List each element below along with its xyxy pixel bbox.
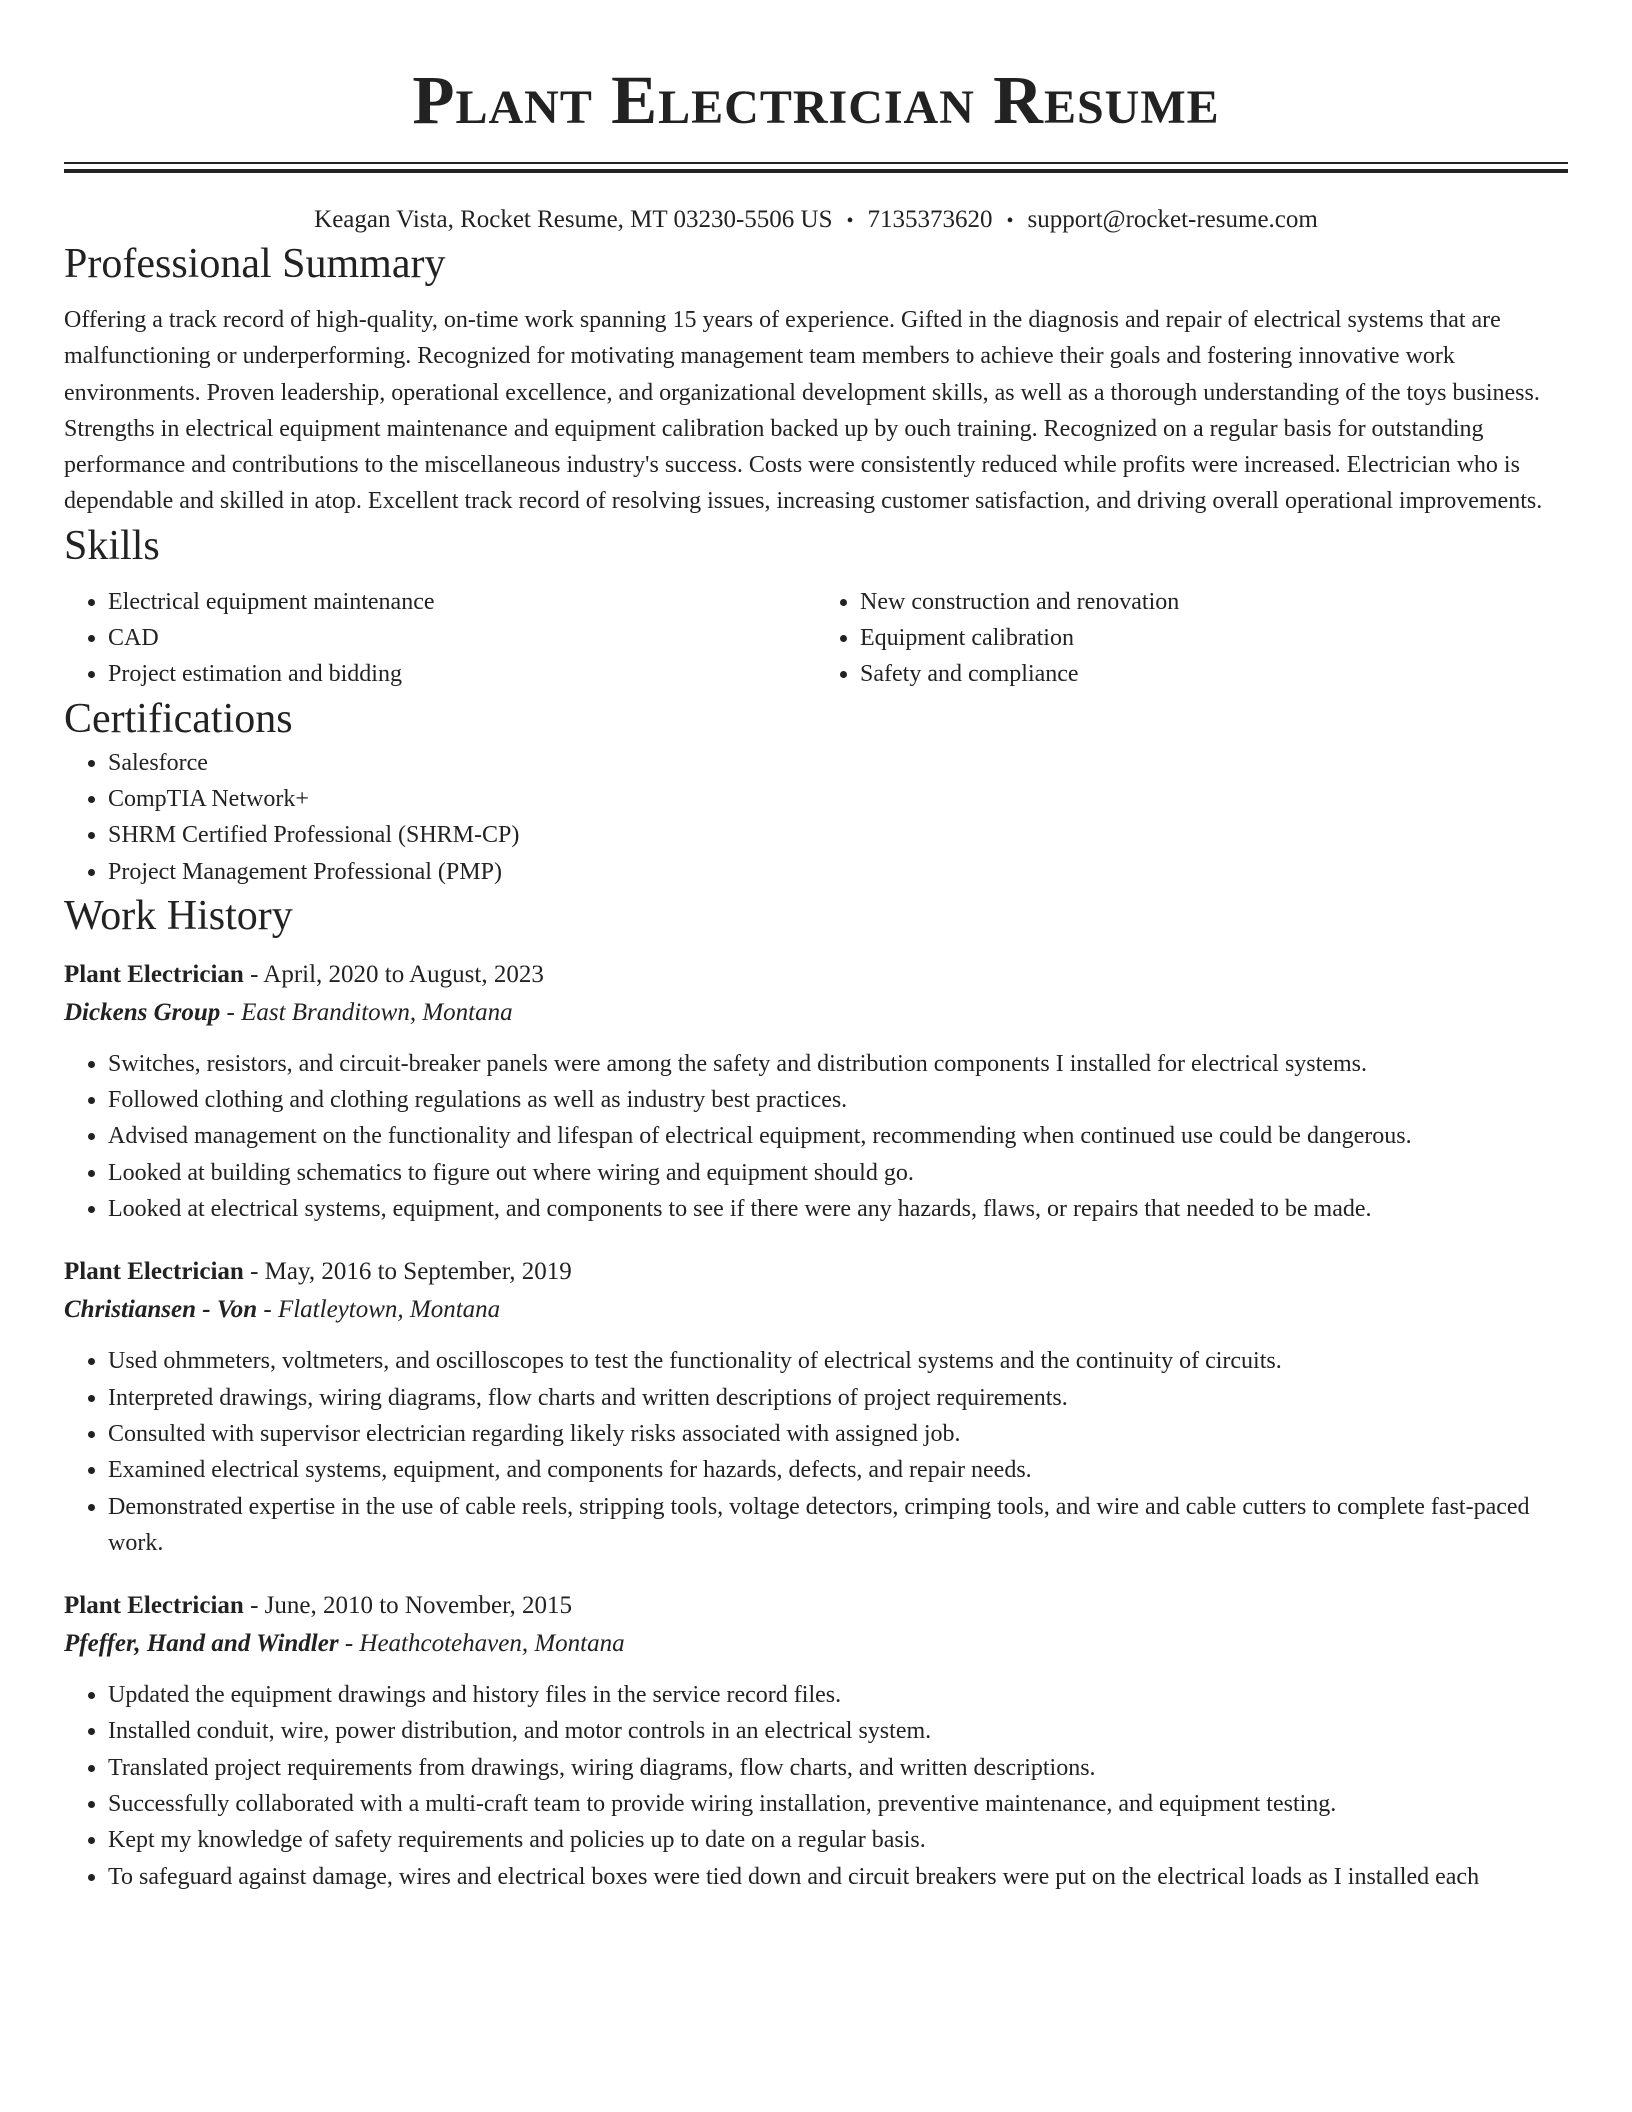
summary-heading: Professional Summary <box>64 241 446 287</box>
skill-item: • Safety and compliance <box>860 656 1568 692</box>
skill-item: • Electrical equipment maintenance <box>108 584 816 620</box>
skills-list-left <box>64 584 816 693</box>
job-entry <box>64 1587 1568 1895</box>
skill-item: • Project estimation and bidding <box>108 656 816 692</box>
certification-item: • Project Management Professional (PMP) <box>108 854 1568 890</box>
job-title: Plant Electrician <box>64 1592 244 1620</box>
contact-email: support@rocket-resume.com <box>1027 206 1318 233</box>
job-title-line <box>64 1253 1568 1291</box>
job-bullets <box>64 1343 1568 1561</box>
job-bullet: • Successfully collaborated with a multi-craft team to provide wiring installation, preventive maintenance, and equipment testing. <box>108 1786 1568 1822</box>
job-bullet: • Looked at electrical systems, equipment, and components to see if there were any hazards, flaws, or repairs that needed to be made. <box>108 1191 1568 1227</box>
job-location: - East Branditown, Montana <box>220 998 513 1026</box>
skill-item: • New construction and renovation <box>860 584 1568 620</box>
job-entry <box>64 1253 1568 1561</box>
job-dates: - June, 2010 to November, 2015 <box>243 1592 572 1620</box>
title-divider <box>64 162 1568 173</box>
contact-phone: 7135373620 <box>867 206 993 233</box>
summary-text: Offering a track record of high-quality, on-time work spanning 15 years of experience. Gifted in the diagnosis and repair of electrical systems that are malfunctioning or underperforming. Recognized for motivating management team members to achieve their goals and fostering innovative work environments. Proven leadership, operational excellence, and organizational development skills, as well as a thorough understanding of the toys business. Strengths in electrical equipment maintenance and equipment calibration backed up by ouch training. Recognized on a regular basis for outstanding performance and contributions to the miscellaneous industry's success. Costs were consistently reduced while profits were increased. Electrician who is dependable and skilled in atop. Excellent track record of resolving issues, increasing customer satisfaction, and driving overall operational improvements. <box>64 307 1543 515</box>
job-bullet: • Interpreted drawings, wiring diagrams, flow charts and written descriptions of project requirements. <box>108 1380 1568 1416</box>
job-bullet: • Switches, resistors, and circuit-breaker panels were among the safety and distribution components I installed for electrical systems. <box>108 1046 1568 1082</box>
job-company-line <box>64 1625 1568 1663</box>
certification-item: • CompTIA Network+ <box>108 781 1568 817</box>
certification-item: • SHRM Certified Professional (SHRM-CP) <box>108 817 1568 853</box>
contact-separator: • <box>1006 210 1014 232</box>
job-bullet: • Updated the equipment drawings and history files in the service record files. <box>108 1677 1568 1713</box>
job-company: Christiansen - Von <box>64 1296 258 1324</box>
certification-item: • Salesforce <box>108 745 1568 781</box>
job-bullet: • To safeguard against damage, wires and electrical boxes were tied down and circuit breakers were put on the electrical loads as I installed each <box>108 1859 1568 1895</box>
job-bullet: • Advised management on the functionality and lifespan of electrical equipment, recommending when continued use could be dangerous. <box>108 1118 1568 1154</box>
job-bullets <box>64 1046 1568 1227</box>
job-bullet: • Followed clothing and clothing regulations as well as industry best practices. <box>108 1082 1568 1118</box>
contact-line <box>64 203 1568 238</box>
contact-separator: • <box>846 210 854 232</box>
job-company-line <box>64 1291 1568 1329</box>
skills-heading: Skills <box>64 522 160 569</box>
job-bullet: • Kept my knowledge of safety requirements and policies up to date on a regular basis. <box>108 1822 1568 1858</box>
skills-list-right <box>816 584 1568 693</box>
contact-address: Keagan Vista, Rocket Resume, MT 03230-5506 US <box>314 206 833 233</box>
job-company: Dickens Group <box>64 998 221 1026</box>
job-bullet: • Demonstrated expertise in the use of cable reels, stripping tools, voltage detectors, crimping tools, and wire and cable cutters to complete fast-paced work. <box>108 1489 1568 1562</box>
resume-title: Plant Electrician Resume <box>412 62 1220 138</box>
job-bullet: • Consulted with supervisor electrician regarding likely risks associated with assigned job. <box>108 1416 1568 1452</box>
job-bullet: • Installed conduit, wire, power distribution, and motor controls in an electrical system. <box>108 1713 1568 1749</box>
job-dates: - May, 2016 to September, 2019 <box>243 1258 572 1286</box>
job-bullets <box>64 1677 1568 1895</box>
job-bullet: • Used ohmmeters, voltmeters, and oscilloscopes to test the functionality of electrical systems and the continuity of circuits. <box>108 1343 1568 1379</box>
job-company: Pfeffer, Hand and Windler <box>64 1630 339 1658</box>
skill-item: • CAD <box>108 620 816 656</box>
job-company-line <box>64 994 1568 1032</box>
certifications-list <box>64 745 1568 890</box>
certifications-heading: Certifications <box>64 695 293 742</box>
work-history-heading: Work History <box>64 892 293 939</box>
job-title: Plant Electrician <box>64 960 244 988</box>
skill-item: • Equipment calibration <box>860 620 1568 656</box>
job-dates: - April, 2020 to August, 2023 <box>243 960 544 988</box>
job-title-line <box>64 1587 1568 1625</box>
job-bullet: • Examined electrical systems, equipment, and components for hazards, defects, and repair needs. <box>108 1452 1568 1488</box>
job-location: - Flatleytown, Montana <box>257 1296 501 1324</box>
job-location: - Heathcotehaven, Montana <box>338 1630 625 1658</box>
resume-page <box>64 0 1568 1895</box>
job-title: Plant Electrician <box>64 1258 244 1286</box>
skills-grid <box>64 584 1568 693</box>
job-entry <box>64 956 1568 1227</box>
job-bullet: • Translated project requirements from drawings, wiring diagrams, flow charts, and written descriptions. <box>108 1750 1568 1786</box>
job-title-line <box>64 956 1568 994</box>
job-bullet: • Looked at building schematics to figure out where wiring and equipment should go. <box>108 1155 1568 1191</box>
